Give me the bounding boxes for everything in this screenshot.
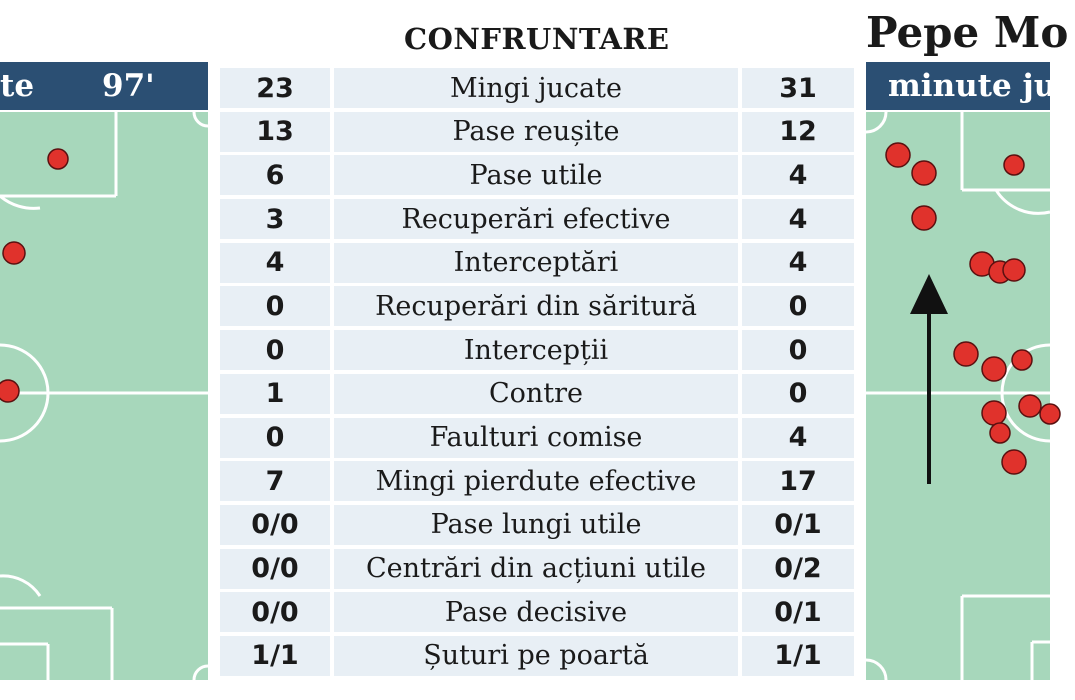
stat-label-cell xyxy=(334,199,738,239)
left-player-minutes-bar xyxy=(0,62,208,110)
stats-row xyxy=(220,549,854,589)
stat-label: Centrări din acțiuni utile xyxy=(365,553,707,585)
stat-label-cell xyxy=(334,374,738,414)
action-dot xyxy=(912,161,936,185)
stat-label-cell xyxy=(334,243,738,283)
stats-row xyxy=(220,286,854,326)
left-player-value: 0 xyxy=(265,290,285,322)
left-player-value: 23 xyxy=(256,72,294,104)
right-player-value: 4 xyxy=(788,247,808,279)
action-dot xyxy=(1019,395,1041,417)
action-dot xyxy=(886,143,910,167)
left-player-value-cell xyxy=(220,374,330,414)
right-player-value: 0 xyxy=(788,378,808,410)
stats-row xyxy=(220,505,854,545)
left-player-value-cell xyxy=(220,461,330,501)
stat-label: Pase utile xyxy=(469,159,603,191)
left-player-value: 3 xyxy=(265,203,285,235)
right-player-minutes-bar xyxy=(866,62,1075,110)
action-dot xyxy=(990,423,1010,443)
right-player-pitch-map xyxy=(866,112,1050,680)
left-player-value: 1/1 xyxy=(251,640,299,672)
right-player-value: 4 xyxy=(788,203,808,235)
left-player-value-cell xyxy=(220,243,330,283)
left-player-value-cell xyxy=(220,199,330,239)
left-bar-label: te xyxy=(0,68,35,104)
right-bar-label: minute juc xyxy=(888,68,1075,104)
left-player-value: 0 xyxy=(265,422,285,453)
action-dot xyxy=(0,380,19,402)
stats-row xyxy=(220,330,854,370)
action-dot xyxy=(1012,350,1032,370)
left-player-value-cell xyxy=(220,112,330,152)
left-player-value: 0/0 xyxy=(251,596,299,628)
action-dot xyxy=(1002,450,1026,474)
right-player-value-cell xyxy=(742,374,854,414)
action-dot xyxy=(912,206,936,230)
right-player-value-cell xyxy=(742,330,854,370)
right-player-value-cell xyxy=(742,243,854,283)
stat-label-cell xyxy=(334,592,738,632)
right-player-value: 17 xyxy=(779,465,817,497)
left-player-value: 13 xyxy=(256,116,294,148)
stat-label-cell xyxy=(334,549,738,589)
right-player-value: 1/1 xyxy=(774,640,822,672)
stat-label: Pase lungi utile xyxy=(430,509,642,541)
left-player-value: 1 xyxy=(265,378,285,410)
left-player-value-cell xyxy=(220,155,330,195)
stat-label: Mingi pierdute efective xyxy=(375,465,697,497)
stat-label-cell xyxy=(334,418,738,458)
stat-label-cell xyxy=(334,330,738,370)
left-player-value-cell xyxy=(220,592,330,632)
stats-row xyxy=(220,636,854,676)
page-title: CONFRUNTARE xyxy=(404,22,670,56)
action-dot xyxy=(982,357,1006,381)
left-player-value-cell xyxy=(220,286,330,326)
stat-label: Recuperări din săritură xyxy=(375,290,697,322)
right-player-value-cell xyxy=(742,549,854,589)
right-player-value: 12 xyxy=(779,116,817,148)
left-player-value: 0 xyxy=(265,334,285,366)
action-dot xyxy=(1004,155,1024,175)
right-player-value-cell xyxy=(742,505,854,545)
action-dot xyxy=(982,401,1006,425)
stat-label-cell xyxy=(334,155,738,195)
stats-row xyxy=(220,418,854,458)
right-player-value: 0 xyxy=(788,290,808,322)
stat-label: Interceptări xyxy=(453,247,619,279)
stats-row xyxy=(220,68,854,108)
stat-label: Șuturi pe poartă xyxy=(423,640,649,672)
action-dot xyxy=(1003,259,1025,281)
right-player-value-cell xyxy=(742,286,854,326)
stat-label-cell xyxy=(334,636,738,676)
left-bar-minutes: 97' xyxy=(102,68,155,104)
stats-row xyxy=(220,374,854,414)
left-player-value: 0/0 xyxy=(251,553,299,585)
stat-label: Pase reușite xyxy=(452,116,620,148)
left-player-value-cell xyxy=(220,330,330,370)
action-dot xyxy=(48,149,68,169)
stat-label: Mingi jucate xyxy=(450,72,622,104)
stat-label: Contre xyxy=(488,378,584,410)
stat-label: Faulturi comise xyxy=(429,422,643,453)
right-player-value: 4 xyxy=(788,159,808,191)
right-player-value: 31 xyxy=(779,72,817,104)
right-player-value: 0/1 xyxy=(774,509,822,541)
left-player-value-cell xyxy=(220,68,330,108)
stat-label: Pase decisive xyxy=(444,596,628,628)
action-dot xyxy=(1040,404,1060,424)
left-player-pitch-map xyxy=(0,112,208,680)
right-player-value: 0 xyxy=(788,334,808,366)
left-player-value-cell xyxy=(220,636,330,676)
stats-row xyxy=(220,199,854,239)
left-player-value: 4 xyxy=(265,247,285,279)
right-player-value-cell xyxy=(742,199,854,239)
stat-label-cell xyxy=(334,112,738,152)
stat-label-cell xyxy=(334,461,738,501)
left-player-value-cell xyxy=(220,549,330,589)
right-player-value-cell xyxy=(742,461,854,501)
left-player-value: 0/0 xyxy=(251,509,299,541)
right-player-value-cell xyxy=(742,155,854,195)
stats-row xyxy=(220,155,854,195)
left-player-value: 7 xyxy=(265,465,285,497)
right-player-value-cell xyxy=(742,418,854,458)
right-player-value-cell xyxy=(742,636,854,676)
right-player-value: 0/1 xyxy=(774,596,822,628)
right-player-value: 0/2 xyxy=(774,553,822,585)
stats-comparison-table xyxy=(220,68,854,680)
stats-row xyxy=(220,461,854,501)
stat-label-cell xyxy=(334,286,738,326)
stats-row xyxy=(220,592,854,632)
stats-row xyxy=(220,243,854,283)
right-player-value: 4 xyxy=(788,422,808,453)
stats-row xyxy=(220,112,854,152)
action-dot xyxy=(3,242,25,264)
right-player-value-cell xyxy=(742,68,854,108)
action-dot xyxy=(954,342,978,366)
left-player-value-cell xyxy=(220,505,330,545)
left-player-value-cell xyxy=(220,418,330,458)
left-player-value: 6 xyxy=(265,159,285,191)
stat-label: Intercepții xyxy=(463,334,609,366)
stat-label: Recuperări efective xyxy=(401,203,671,235)
right-player-value-cell xyxy=(742,112,854,152)
right-player-name: Pepe Mo xyxy=(866,8,1069,57)
stat-label-cell xyxy=(334,68,738,108)
right-player-value-cell xyxy=(742,592,854,632)
stat-label-cell xyxy=(334,505,738,545)
